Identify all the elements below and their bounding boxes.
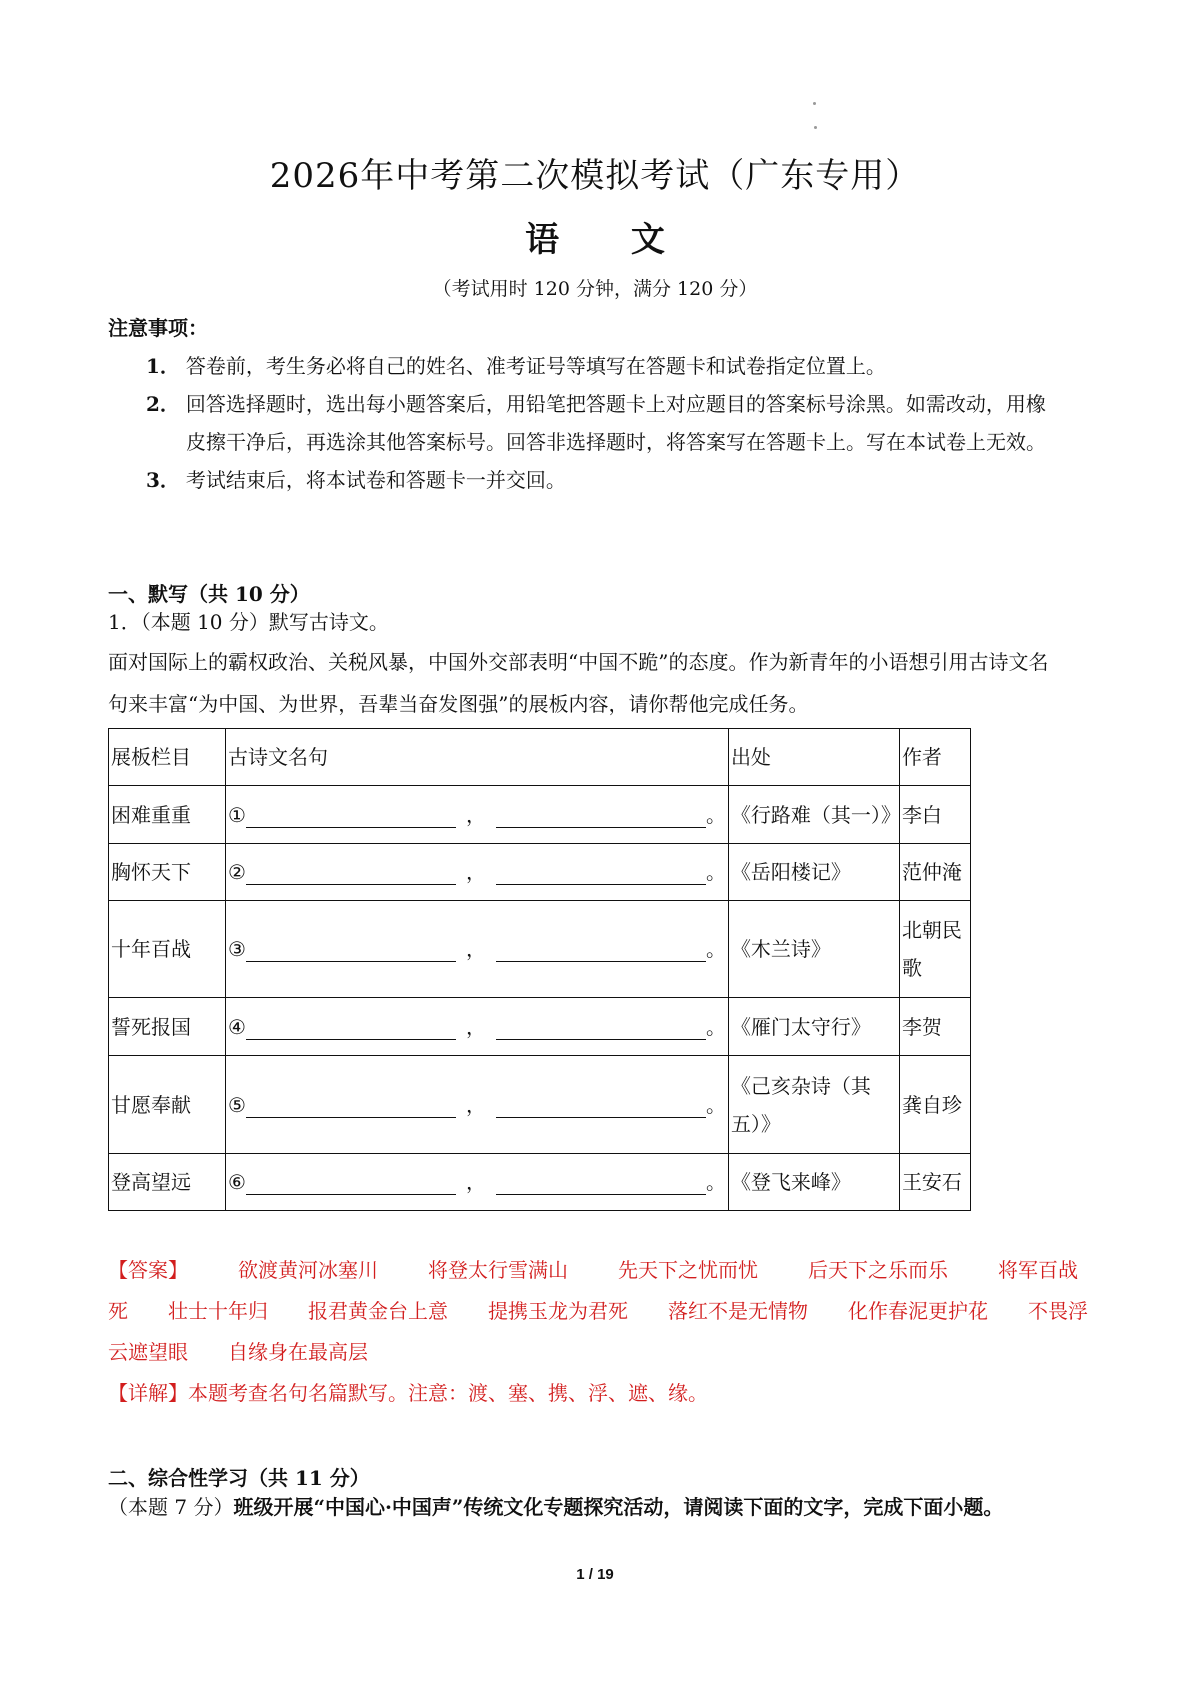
answer-label: 【答案】 (108, 1258, 188, 1282)
notice-item-1 (146, 347, 1096, 385)
notice-number: 3． (146, 468, 180, 492)
author-cell: 北朝民歌 (899, 901, 970, 998)
answer-blank[interactable] (246, 1172, 456, 1195)
comma: ， (465, 937, 486, 961)
answer-item: 报君黄金台上意 (308, 1299, 448, 1323)
answer-item: 自缘身在最高层 (228, 1340, 368, 1364)
table-row (109, 901, 971, 998)
blank-number: ⑥ (228, 1170, 246, 1194)
answer-block (108, 1250, 1093, 1373)
header-column: 展板栏目 (109, 729, 226, 786)
column-name: 困难重重 (109, 786, 226, 844)
answer-item: 壮士十年归 (168, 1299, 268, 1323)
exam-title: 2026年中考第二次模拟考试（广东专用） (269, 156, 921, 196)
subject-title: 语 文 (525, 220, 695, 260)
answer-blank[interactable] (496, 1172, 706, 1195)
answer-item: 将登太行雪满山 (428, 1258, 568, 1282)
notice-item-3 (146, 461, 1096, 499)
explanation-block (108, 1373, 1093, 1414)
author-cell: 李白 (899, 786, 970, 844)
section-2-heading: 二、综合性学习（共 11 分） (108, 1466, 370, 1490)
notice-text: 考试结束后，将本试卷和答题卡一并交回。 (185, 468, 566, 492)
answer-item: 落红不是无情物 (668, 1299, 808, 1323)
answer-blank[interactable] (496, 862, 706, 885)
source-cell: 《己亥杂诗（其五）》 (728, 1056, 899, 1154)
author-cell: 王安石 (899, 1154, 970, 1211)
blank-number: ④ (228, 1014, 246, 1039)
answer-item: 将军百战死 (108, 1258, 1078, 1323)
column-name: 甘愿奉献 (109, 1056, 226, 1154)
quote-cell (226, 786, 729, 844)
answer-item: 欲渡黄河冰塞川 (238, 1258, 378, 1282)
table-row (109, 998, 971, 1056)
header-source: 出处 (728, 729, 899, 786)
notice-number: 1． (146, 354, 180, 378)
quote-cell (226, 844, 729, 901)
answer-blank[interactable] (246, 862, 456, 885)
blank-number: ⑤ (228, 1092, 246, 1117)
answer-item: 先天下之忧而忧 (618, 1258, 758, 1282)
answer-blank[interactable] (496, 805, 706, 828)
period: 。 (705, 1014, 726, 1039)
comma: ， (465, 1170, 486, 1194)
notice-text: 回答选择题时，选出每小题答案后，用铅笔把答题卡上对应题目的答案标号涂黑。如需改动，用橡 (185, 392, 1046, 416)
answer-item: 后天下之乐而乐 (808, 1258, 948, 1282)
header-author: 作者 (899, 729, 970, 786)
source-cell: 《雁门太守行》 (728, 998, 899, 1056)
quote-cell (226, 1056, 729, 1154)
comma: ， (465, 802, 486, 827)
comma: ， (465, 1014, 486, 1039)
blank-number: ③ (228, 937, 246, 961)
header-quote: 古诗文名句 (226, 729, 729, 786)
section-2-question (108, 1491, 1003, 1520)
table-row (109, 1154, 971, 1211)
notice-item-2 (146, 385, 1096, 461)
question-1-intro (108, 641, 1093, 725)
answer-blank[interactable] (246, 805, 456, 828)
period: 。 (705, 1170, 726, 1194)
answer-item: 不畏浮云遮望眼 (108, 1299, 1088, 1364)
column-name: 登高望远 (109, 1154, 226, 1211)
period: 。 (705, 937, 726, 961)
table-header-row (109, 729, 971, 786)
column-name: 誓死报国 (109, 998, 226, 1056)
author-cell: 李贺 (899, 998, 970, 1056)
answer-item: 化作春泥更护花 (848, 1299, 988, 1323)
column-name: 胸怀天下 (109, 844, 226, 901)
answer-item: 提携玉龙为君死 (488, 1299, 628, 1323)
answer-blank[interactable] (496, 1017, 706, 1040)
source-cell: 《岳阳楼记》 (728, 844, 899, 901)
period: 。 (705, 802, 726, 827)
question-text: 班级开展“中国心·中国声”传统文化专题探究活动，请阅读下面的文字，完成下面小题。 (233, 1495, 1004, 1519)
answer-blank[interactable] (246, 939, 456, 962)
question-score: （本题 7 分） (108, 1495, 234, 1519)
table-row (109, 1056, 971, 1154)
author-cell: 范仲淹 (899, 844, 970, 901)
table-row (109, 844, 971, 901)
explanation-text: 本题考查名句名篇默写。注意：渡、塞、携、浮、遮、缘。 (188, 1381, 708, 1405)
column-name: 十年百战 (109, 901, 226, 998)
section-1-heading: 一、默写（共 10 分） (108, 582, 310, 606)
decorative-dot (814, 126, 817, 129)
notice-text: 答卷前，考生务必将自己的姓名、准考证号等填写在答题卡和试卷指定位置上。 (185, 354, 886, 378)
answer-blank[interactable] (246, 1017, 456, 1040)
page-number: 1 / 19 (576, 1566, 614, 1583)
notice-heading: 注意事项： (108, 316, 208, 340)
exam-duration: （考试用时 120 分钟，满分 120 分） (432, 278, 758, 300)
notice-text-continued: 皮擦干净后，再选涂其他答案标号。回答非选择题时，将答案写在答题卡上。写在本试卷上无效。 (186, 430, 1046, 454)
answer-blank[interactable] (246, 1095, 456, 1118)
decorative-dot (813, 102, 816, 105)
blank-number: ① (228, 802, 246, 827)
comma: ， (465, 860, 486, 884)
notice-number: 2． (146, 392, 180, 416)
source-cell: 《行路难（其一）》 (728, 786, 899, 844)
period: 。 (705, 1092, 726, 1117)
question-1-label: 1．（本题 10 分）默写古诗文。 (108, 610, 389, 634)
explanation-label: 【详解】 (108, 1381, 188, 1405)
quote-cell (226, 1154, 729, 1211)
intro-line: 面对国际上的霸权政治、关税风暴，中国外交部表明“中国不跪”的态度。作为新青年的小语想引用古诗文名 (108, 650, 1049, 674)
source-cell: 《登飞来峰》 (728, 1154, 899, 1211)
answer-blank[interactable] (496, 1095, 706, 1118)
answer-blank[interactable] (496, 939, 706, 962)
quote-cell (226, 998, 729, 1056)
period: 。 (705, 860, 726, 884)
author-cell: 龚自珍 (899, 1056, 970, 1154)
quote-cell (226, 901, 729, 998)
recitation-table (108, 728, 971, 1211)
blank-number: ② (228, 860, 246, 884)
comma: ， (465, 1092, 486, 1117)
source-cell: 《木兰诗》 (728, 901, 899, 998)
table-row (109, 786, 971, 844)
intro-line: 句来丰富“为中国、为世界，吾辈当奋发图强”的展板内容，请你帮他完成任务。 (108, 692, 809, 716)
